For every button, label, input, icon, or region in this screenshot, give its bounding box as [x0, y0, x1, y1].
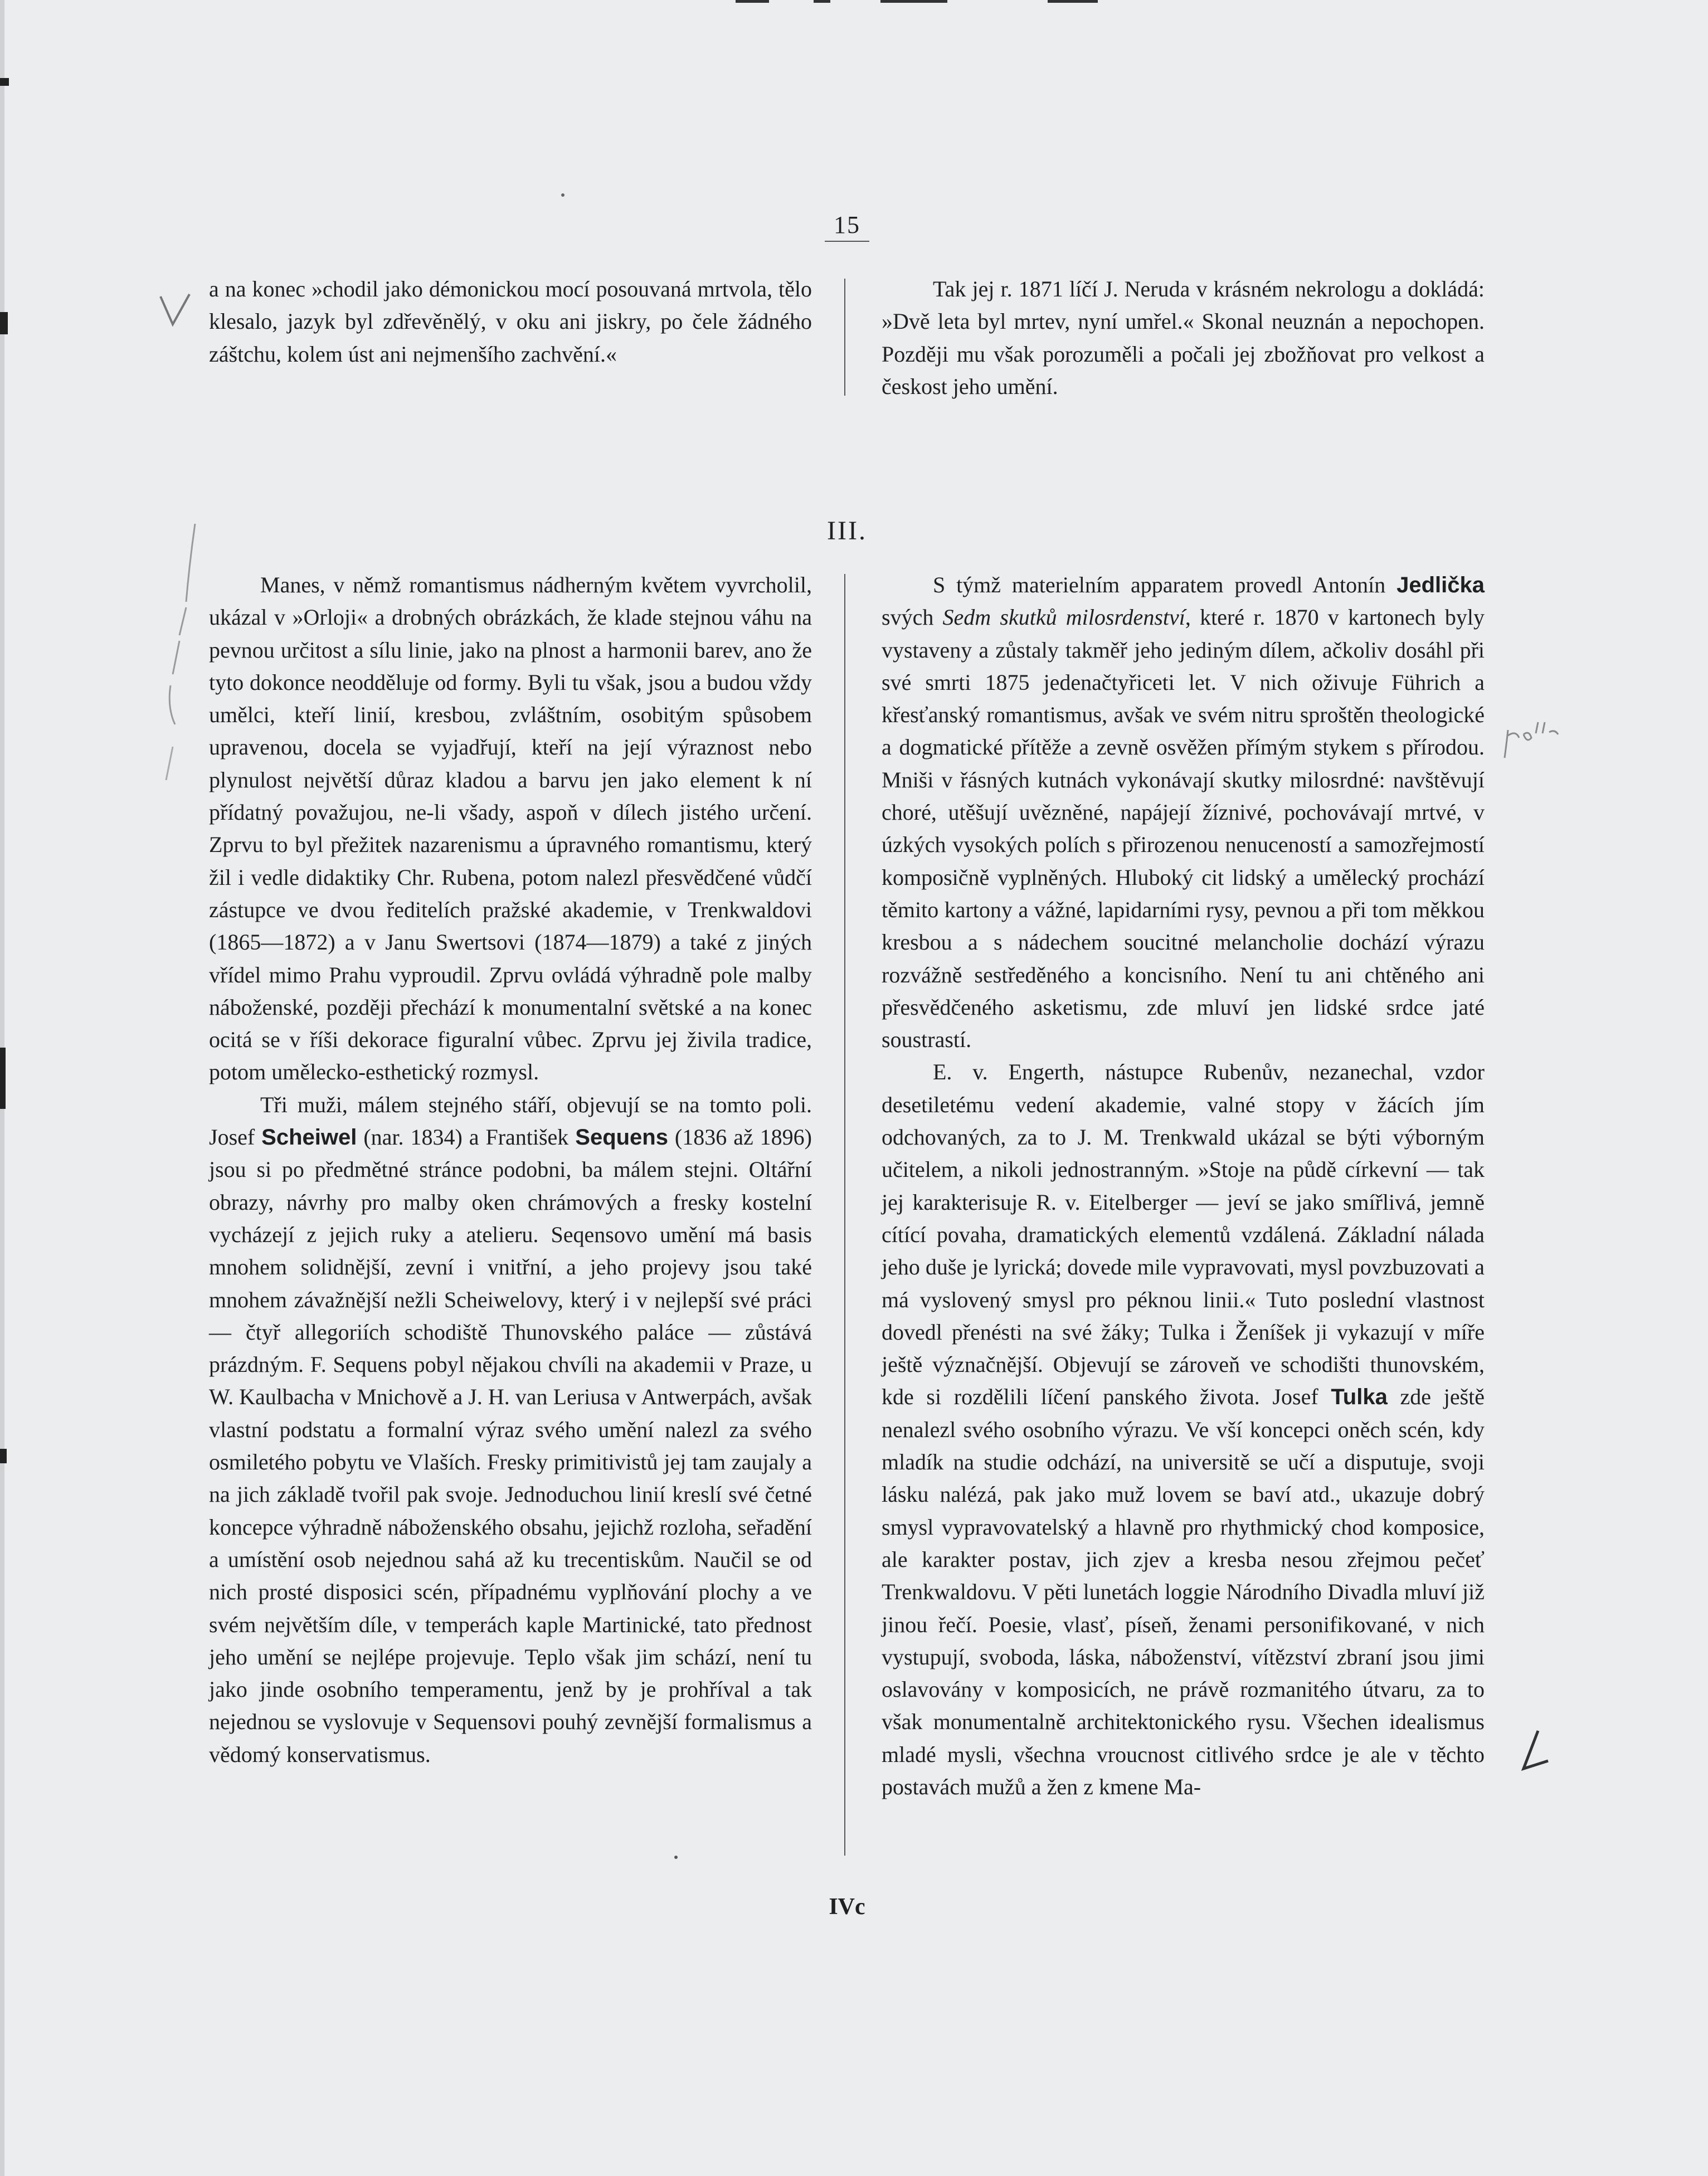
scan-edge-mark	[0, 78, 9, 86]
person-name: Tulka	[1331, 1385, 1388, 1410]
pencil-checkmark-icon	[1516, 1727, 1555, 1778]
signature-mark: IVc	[829, 1894, 865, 1920]
pencil-margin-scribble	[1499, 719, 1566, 769]
scan-edge-mark	[0, 1449, 7, 1463]
scan-dust	[671, 1853, 680, 1862]
scan-top-marks	[736, 0, 1126, 3]
top-right-column	[882, 273, 1485, 403]
paragraph: Manes, v němž romantismus nádherným květem vyvrcholil, ukázal v »Orloji« a drobných obrázkách, že klade stejnou váhu na pevnou určitost a sílu linie, jako na plnost a harmonii barev, ano že tyto dokonce neodděluje od formy. Byli tu však, jsou a budou vždy umělci, kteří linií, kresbou, zvláštním, osobitým spůsobem upravenou, docela se vyjadřují, kteří na její výraznost nebo plynulost největší důraz kladou a barvu jen jako element k ní přídatný považujou, ne-li všady, aspoň v dílech jistého určení. Zprvu to byl přežitek nazarenismu a úpravného romantismu, který žil i vedle didaktiky Chr. Rubena, potom nalezl přesvědčené vůdčí zástupce ve dvou ředitelích pražské akademie, v Trenkwaldovi (1865—1872) a v Janu Swertsovi (1874—1879) a také z jiných vřídel mimo Prahu vyproudil. Zprvu ovládá výhradně pole malby náboženské, později přechází k monumentalní světské a na konec ocitá se v říši dekorace figuralní vůbec. Zprvu jej živila tradice, potom umělecko-esthetický rozmysl.	[209, 572, 812, 1085]
paragraph: Tak jej r. 1871 líčí J. Neruda v krásném nekrologu a dokládá: »Dvě leta byl mrtev, nyní umřel.« Skonal neuznán a nepochopen. Později mu však porozuměli a počali jej zbožňovat pro velkost a českost jeho umění.	[882, 276, 1485, 399]
left-column	[209, 569, 812, 1771]
right-column	[882, 569, 1485, 1803]
person-name: Jedlička	[1396, 573, 1485, 597]
pencil-checkmark-icon	[156, 290, 195, 334]
paragraph: S týmž materielním apparatem provedl Antonín Jedlička svých Sedm skutků milosrdenství, které r. 1870 v kartonech byly vystaveny a zůstaly takměř jeho jediným dílem, ačkoliv dosáhl při své smrti 1875 jedenačtyřiceti let. V nich oživuje Führich a křesťanský romantismus, avšak ve svém nitru sproštěn theologické a dogmatické přítěže a zevně osvěžen přímým stykem s přírodou. Mniši v řásných kutnách vykonávají skutky milosrdné: navštěvují choré, utěšují uvězněné, napájejí žíznivé, pochovávají mrtvé, v úzkých vysokých polích s přirozenou nenuceností a samozřejmostí komposičně vyplněných. Hluboký cit lidský a umělecký prochází těmito kartony a vážné, lapidarními rysy, pevnou a při tom měkkou kresbou a s nádechem soucitné melancholie dochází výrazu rozvážně sestředěného a koncisního. Není tu ani chtěného ani přesvědčeného asketismu, zde mluví jen lidské srdce jaté soustrastí.	[882, 572, 1485, 1053]
scan-edge-mark	[0, 312, 8, 334]
column-divider	[844, 279, 845, 396]
paragraph: a na konec »chodil jako démonickou mocí posouvaná mrtvola, tělo klesalo, jazyk byl zdřevěnělý, v oku ani jiskry, po čele žádného záštchu, kolem úst ani nejmenšího zachvění.«	[209, 276, 812, 367]
person-name: Scheiwel	[261, 1125, 357, 1150]
pencil-margin-scribble	[150, 513, 212, 791]
column-divider	[844, 574, 845, 1856]
paragraph: E. v. Engerth, nástupce Rubenův, nezanechal, vzdor desetiletému vedení akademie, valné stopy v žácích jím odchovaných, za to J. M. Trenkwald ukázal se býti výborným učitelem, a nikoli jednostranným. »Stoje na půdě církevní — tak jej karakterisuje R. v. Eitelberger — jeví se jako smířlivá, jemně cítící povaha, dramatických elementů vzdálená. Základní nálada jeho duše je lyrická; dovede mile vypravovati, mysl povzbuzovati a má vyslovený smysl pro péknou linii.« Tuto poslední vlastnost dovedl přenésti na své žáky; Tulka i Ženíšek ji vykazují v míře ještě význačnější. Objevují se zároveň ve schodišti thunovském, kde si rozdělili líčení panského života. Josef Tulka zde ještě nenalezl svého osobního výrazu. Ve vší koncepci oněch scén, kdy mladík na studie odchází, na universitě se učí a disputuje, svoji lásku nalézá, pak jako muž lovem se baví atd., ukazuje dobrý smysl vypravovatelský a hlavně pro rhythmický chod komposice, ale karakter postav, jich zjev a kresba nesou zřejmou pečeť Trenkwaldovu. V pěti lunetách loggie Národního Divadla mluví již jinou řečí. Poesie, vlasť, píseň, ženami personifikované, v nich vystupují, svoboda, láska, náboženství, vítězství zbraní jsou jimi oslavovány v komposicích, ne právě rozmanitého útvaru, za to však monumentalně architektonického rysu. Všechen idealismus mladé mysli, všechna vroucnost citlivého srdce je ale v těchto postavách mužů a žen z kmene Ma-	[882, 1059, 1485, 1799]
person-name: Sequens	[575, 1125, 668, 1150]
section-heading: III.	[827, 515, 867, 546]
scan-edge-mark	[0, 1048, 6, 1109]
top-left-column	[209, 273, 812, 371]
work-title: Sedm skutků milosrdenství	[942, 605, 1185, 630]
scan-dust	[557, 189, 568, 201]
page-number: 15	[825, 212, 869, 242]
paragraph: Tři muži, málem stejného stáří, objevují se na tomto poli. Josef Scheiwel (nar. 1834) a František Sequens (1836 až 1896) jsou si po předmětné stránce podobni, ba málem stejni. Oltářní obrazy, návrhy pro malby oken chrámových a fresky kostelní vycházejí z jejich ruky a atelieru. Seqensovo umění má basis mnohem solidnější, zevní i vnitřní, a jeho projevy jsou také mnohem závažnější nežli Scheiwelovy, který i v nejlepší své práci — čtyř allegoriích schodiště Thunovského paláce — zůstává prázdným. F. Sequens pobyl nějakou chvíli na akademii v Praze, u W. Kaulbacha v Mnichově a J. H. van Leriusa v Antwerpách, avšak vlastní podstatu a formalní výraz svého umění nalezl za svého osmiletého pobytu ve Vlaších. Fresky primitivistů jej tam zaujaly a na jich základě tvořil pak svoje. Jednoduchou linií kreslí své četné koncepce výhradně náboženského obsahu, jejichž rozloha, seřadění a umístění osob nejednou sahá až ku trecentiskům. Naučil se od nich prosté disposici scén, případnému vyplňování plochy a ve svém největším díle, v temperách kaple Martinické, tato přednost jeho umění se nejlépe projevuje. Teplo však jim schází, není tu jako jinde osobního temperamentu, jenž by je prohříval a tak nejednou se vyslovuje v Sequensovi pouhý zevnější formalismus a vědomý konservatismus.	[209, 1092, 812, 1767]
